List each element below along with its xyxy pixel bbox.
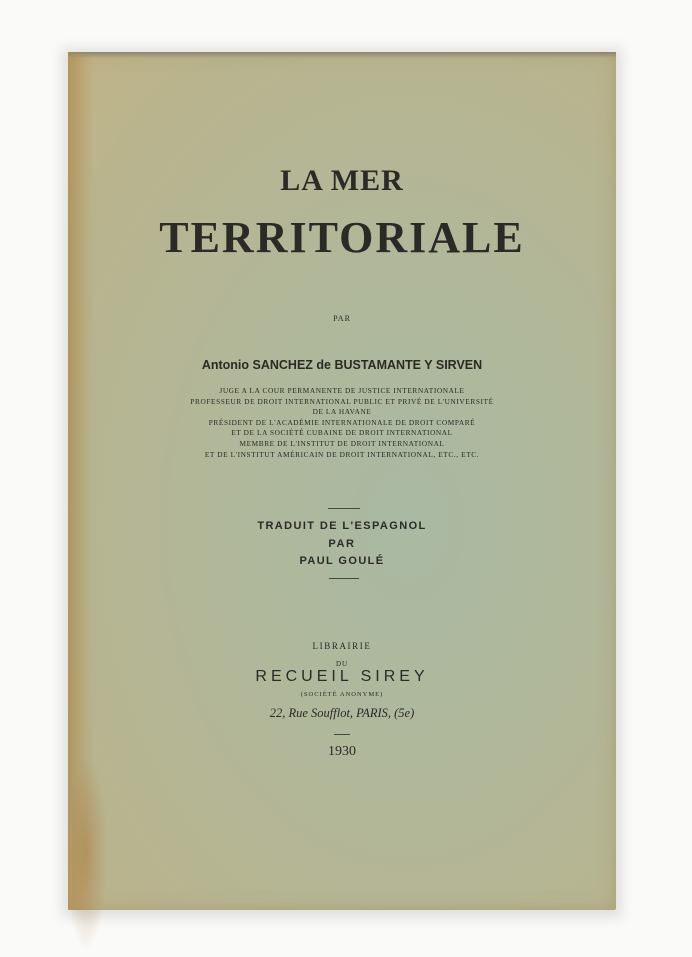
publisher-du: DU — [335, 660, 349, 668]
publisher-name: RECUEIL SIREY — [255, 668, 429, 685]
book-cover — [68, 52, 616, 910]
author-credentials — [68, 386, 616, 460]
title-line-2: TERRITORIALE — [159, 213, 525, 262]
translator-name: PAUL GOULÉ — [299, 555, 385, 567]
credential-line: MEMBRE DE L'INSTITUT DE DROIT INTERNATIONAL — [239, 438, 445, 448]
divider-rule — [328, 508, 360, 509]
credential-line: JUGE A LA COUR PERMANENTE DE JUSTICE INTERNATIONALE — [219, 386, 465, 395]
publication-year: 1930 — [328, 744, 356, 759]
cover-stain — [72, 752, 108, 952]
credential-line: ET DE L'INSTITUT AMÉRICAIN DE DROIT INTERNATIONAL, ETC., ETC. — [204, 449, 480, 459]
publisher-address: 22, Rue Soufflot, PARIS, (5e) — [269, 706, 415, 720]
par-label: PAR — [333, 314, 351, 323]
divider-rule — [334, 734, 350, 735]
title-line-1: LA MER — [280, 164, 404, 197]
cover-top-edge — [68, 52, 616, 58]
translated-par: PAR — [328, 538, 356, 550]
translated-line: TRADUIT DE L'ESPAGNOL — [257, 520, 427, 532]
credential-line: ET DE LA SOCIÉTÉ CUBAINE DE DROIT INTERNATIONAL — [231, 428, 453, 438]
author-name: Antonio SANCHEZ de BUSTAMANTE Y SIRVEN — [201, 358, 483, 372]
credential-line: DE LA HAVANE — [312, 407, 372, 417]
divider-rule — [329, 578, 359, 579]
publisher-status: (SOCIÉTÉ ANONYME) — [300, 691, 384, 698]
credential-line: PROFESSEUR DE DROIT INTERNATIONAL PUBLIC ET PRIVÉ DE L'UNIVERSITÉ — [190, 396, 494, 406]
credential-line: PRÉSIDENT DE L'ACADÉMIE INTERNATIONALE DE DROIT COMPARÉ — [208, 417, 476, 427]
publisher-intro: LIBRAIRIE — [312, 641, 372, 651]
